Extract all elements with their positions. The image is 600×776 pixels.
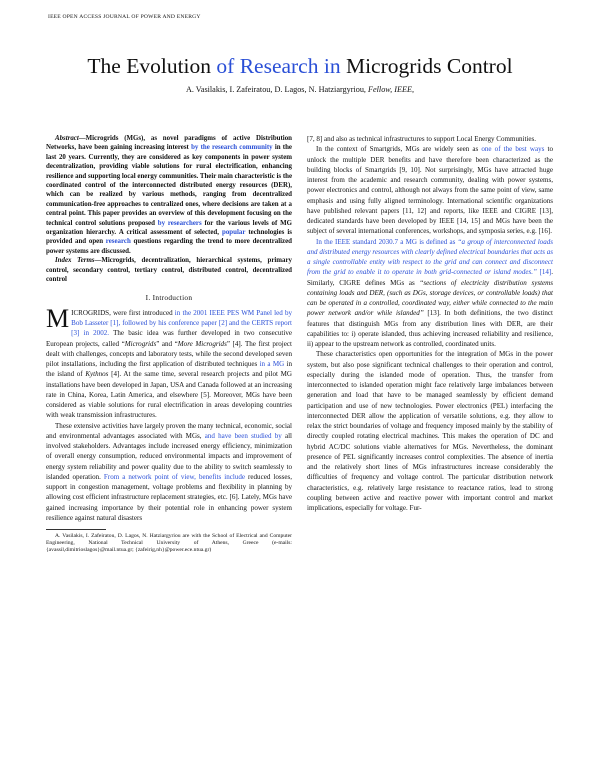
text-run: —Microgrids (MGs), as novel paradigms of active Distribution Networks, have been gaining increasing interest [46,135,292,152]
intro-paragraph-1 [46,303,293,421]
text-run: These extensive activities have largely proven the many technical, economic, social and environmental advantages associated with MGs, [46,421,292,440]
right-paragraph-1 [307,134,553,144]
text-run: . Similarly, CIGRE defines MGs as [307,268,553,287]
author-list [0,85,600,94]
text-run: Abstract [55,135,79,142]
text-run: Index Terms [55,257,95,265]
text-run: questions regarding the trend to more decentralized power systems are discussed. [46,238,292,255]
title-part-2: Microgrids Control [340,54,513,78]
text-link[interactable]: by researchers [157,219,202,227]
text-run: [4]. At the same time, several research projects and pilot MG installations have been developed in Japan, USA and Canada followed at an increasing rate in China, Korea, Latin America, and elsewhere [5]. Moreover, MGs have been considered as viable solutions for rural electrification in areas developing countries with weak transmission infrastructures. [46,370,292,420]
text-link[interactable]: popular [222,229,246,237]
author-names: A. Vasilakis, I. Zafeiratou, D. Lagos, N. Hatziargyriou, [185,85,369,94]
right-paragraph-2 [307,144,553,236]
text-run: for the various levels of MG organization hierarchy. A critical assessment of selected, [46,219,292,237]
index-terms [46,256,292,284]
text-run: in the last 20 years. Currently, they are considered as key components in power system decentralization, providing viable solutions for rural electrification, enhancing resilience and supporting local energy communities. Their main characteristic is the coordinated control of the interconnected distributed energy resources (DER), which can be realized by various methods, ranging from decentralized communication-free approaches to centralized ones, where decisions are taken at a central point. This paper provides an overview of this development focusing on the technical control solutions proposed [46,144,292,227]
right-paragraph-3 [307,237,553,350]
text-run: in the island of [46,360,292,379]
text-link[interactable]: [14] [536,268,552,277]
text-run: all involved stakeholders. Advantages include increased energy efficiency, minimization of overall energy consumption, reduced environmental impacts and improvement of energy system reliability and power quality due to the ability to switch seamlessly to islanded operation. [46,431,292,481]
intro-paragraph-2 [46,421,292,524]
drop-cap: M [46,303,70,333]
text-link[interactable]: research [105,238,131,246]
abstract [46,134,292,256]
text-run: In the context of Smartgrids, MGs are widely seen as [316,145,482,154]
text-link[interactable]: and have been studied by [204,431,282,440]
author-footnote: A. Vasilakis, I. Zafeiratou, D. Lagos, N. Hatziargyriou are with the School of Electrical and Computer Engineering, National Technical University of Athens, Greece (e-mails: {avassil,dimitrioslagos}@mail.ntua.gr; {zafeirig,nh}@power.ece.ntua.gr) [46,533,292,554]
text-run: ” [4]. The first project dealt with challenges, concepts and laboratory tests, while the second developed seven pilot installations, including the first application of distributed techniques [46,339,292,368]
text-link[interactable]: In the IEEE standard 2030.7 a MG is defined as [316,237,458,246]
text-run: Kythnos [85,370,109,379]
title-link[interactable]: of Research in [216,54,341,78]
title-part-1: The Evolution [87,54,217,78]
text-link[interactable]: From a network point of view, benefits include [103,472,246,481]
text-run: technologies is provided and open [46,229,292,246]
text-link[interactable]: in the 2001 IEEE PES WM Panel led by Bob Lasseter [1], followed by his conference paper [2] and the CERTS report [3] in 2002. [71,308,292,338]
running-head: IEEE OPEN ACCESS JOURNAL OF POWER AND ENERGY [48,14,201,20]
text-run: “sections of electricity distribution systems containing loads and DER, (such as DGs, storage devices, or controllable loads) that can be operated in a controlled, coordinated way, either while connected to the main power network and/or while islanded” [307,278,553,318]
footnote-divider [46,529,106,530]
text-run: ” and “ [156,339,178,348]
text-run: to unlock the multiple DER benefits and have therefore been characterized as the building blocks of Smartgrids [9, 10]. Not surprisingly, MGs have attracted huge interest from the academic and research community, dealing with power systems, power electronics and control, although not always from the same point of view, same emphasis and using fully aligned terminology. International scientific organizations have published relevant papers [11, 12] and reports, like IEEE and CIGRE [13], dedicated standards have been developed by IEEE [14, 15] and MGs have been the subject of several international conferences, workshops, and symposia series, e.g. [16]. [307,145,553,236]
text-link[interactable]: one of the best ways [481,145,545,154]
intro-paragraph-1-text [46,303,293,420]
section-heading-introduction: I. Introduction [145,292,193,302]
right-paragraph-4 [307,349,553,513]
text-link[interactable]: “a group of interconnected loads and distributed energy resources with clearly defined electrical boundaries that acts as a single controllable entity with respect to the grid and can connect and disconnect from the grid to enable it to operate in both grid-connected or island modes.” [307,237,553,277]
text-link[interactable]: in a MG [259,360,285,368]
text-link[interactable]: by the research community [191,144,273,152]
right-column [307,134,553,513]
author-suffix: Fellow, IEEE, [368,85,415,94]
text-run: [7, 8] and also as technical infrastructures to support Local Energy Communities. [307,135,537,143]
left-column [46,134,292,555]
text-run: —Microgrids, decentralization, hierarchical systems, primary control, secondary control, tertiary control, distributed control, decentralized control [46,257,292,284]
text-run: These characteristics open opportunities for the integration of MGs in the power system, but also pose significant technical challenges to their operation and control, especially during the islanded mode of operation. Thus, the transfer from interconnected to islanded operation might face relatively large imbalances between generation and load that have to be managed seamlessly by efficient demand participation and use of new technologies. Power electronics (PEL) interfacing the interconnected DER allow the application of versatile solutions, e.g. they allow to relax the strict boundaries of voltage and frequency imposed mainly by the stability of directly coupled rotating electrical machines. This makes the operation of DC and hybrid AC/DC solutions viable alternatives for MGs. Nevertheless, the dominant presence of PEL significantly increases control complexities. The absence of inertia and the relatively short lines of MGs infrastructures increase considerably the difficulties of frequency and voltage control. The particular distribution network characteristics, e.g. relatively large resistance to reactance ratios, lead to strong coupling between active and reactive power with important control and market implications, especially for voltage. Fur- [307,350,553,512]
paper-title [0,54,600,78]
text-run: More Microgrids [177,339,227,348]
text-run: [13]. In both definitions, the two distinct features that distinguish MGs from any distribution lines with DER, are their capabilities to: i) operate islanded, thus achieving increased reliability and resilience, ii) appear to the upstream network as controlled, coordinated units. [307,309,553,348]
text-run: Microgrids [124,339,157,348]
text-run: The basic idea was further developed in two consecutive European projects, called “ [46,329,293,348]
text-run: reduced losses, support in congestion management, voltage problems and flexibility in planning by allowing cost efficient infrastructure replacement strategies, etc. [6]. Lately, MGs have gained increasing importance by their potential role in enhancing power system resilience against natural disasters [46,472,292,522]
text-run: ICROGRIDS, were first introduced [71,308,175,317]
